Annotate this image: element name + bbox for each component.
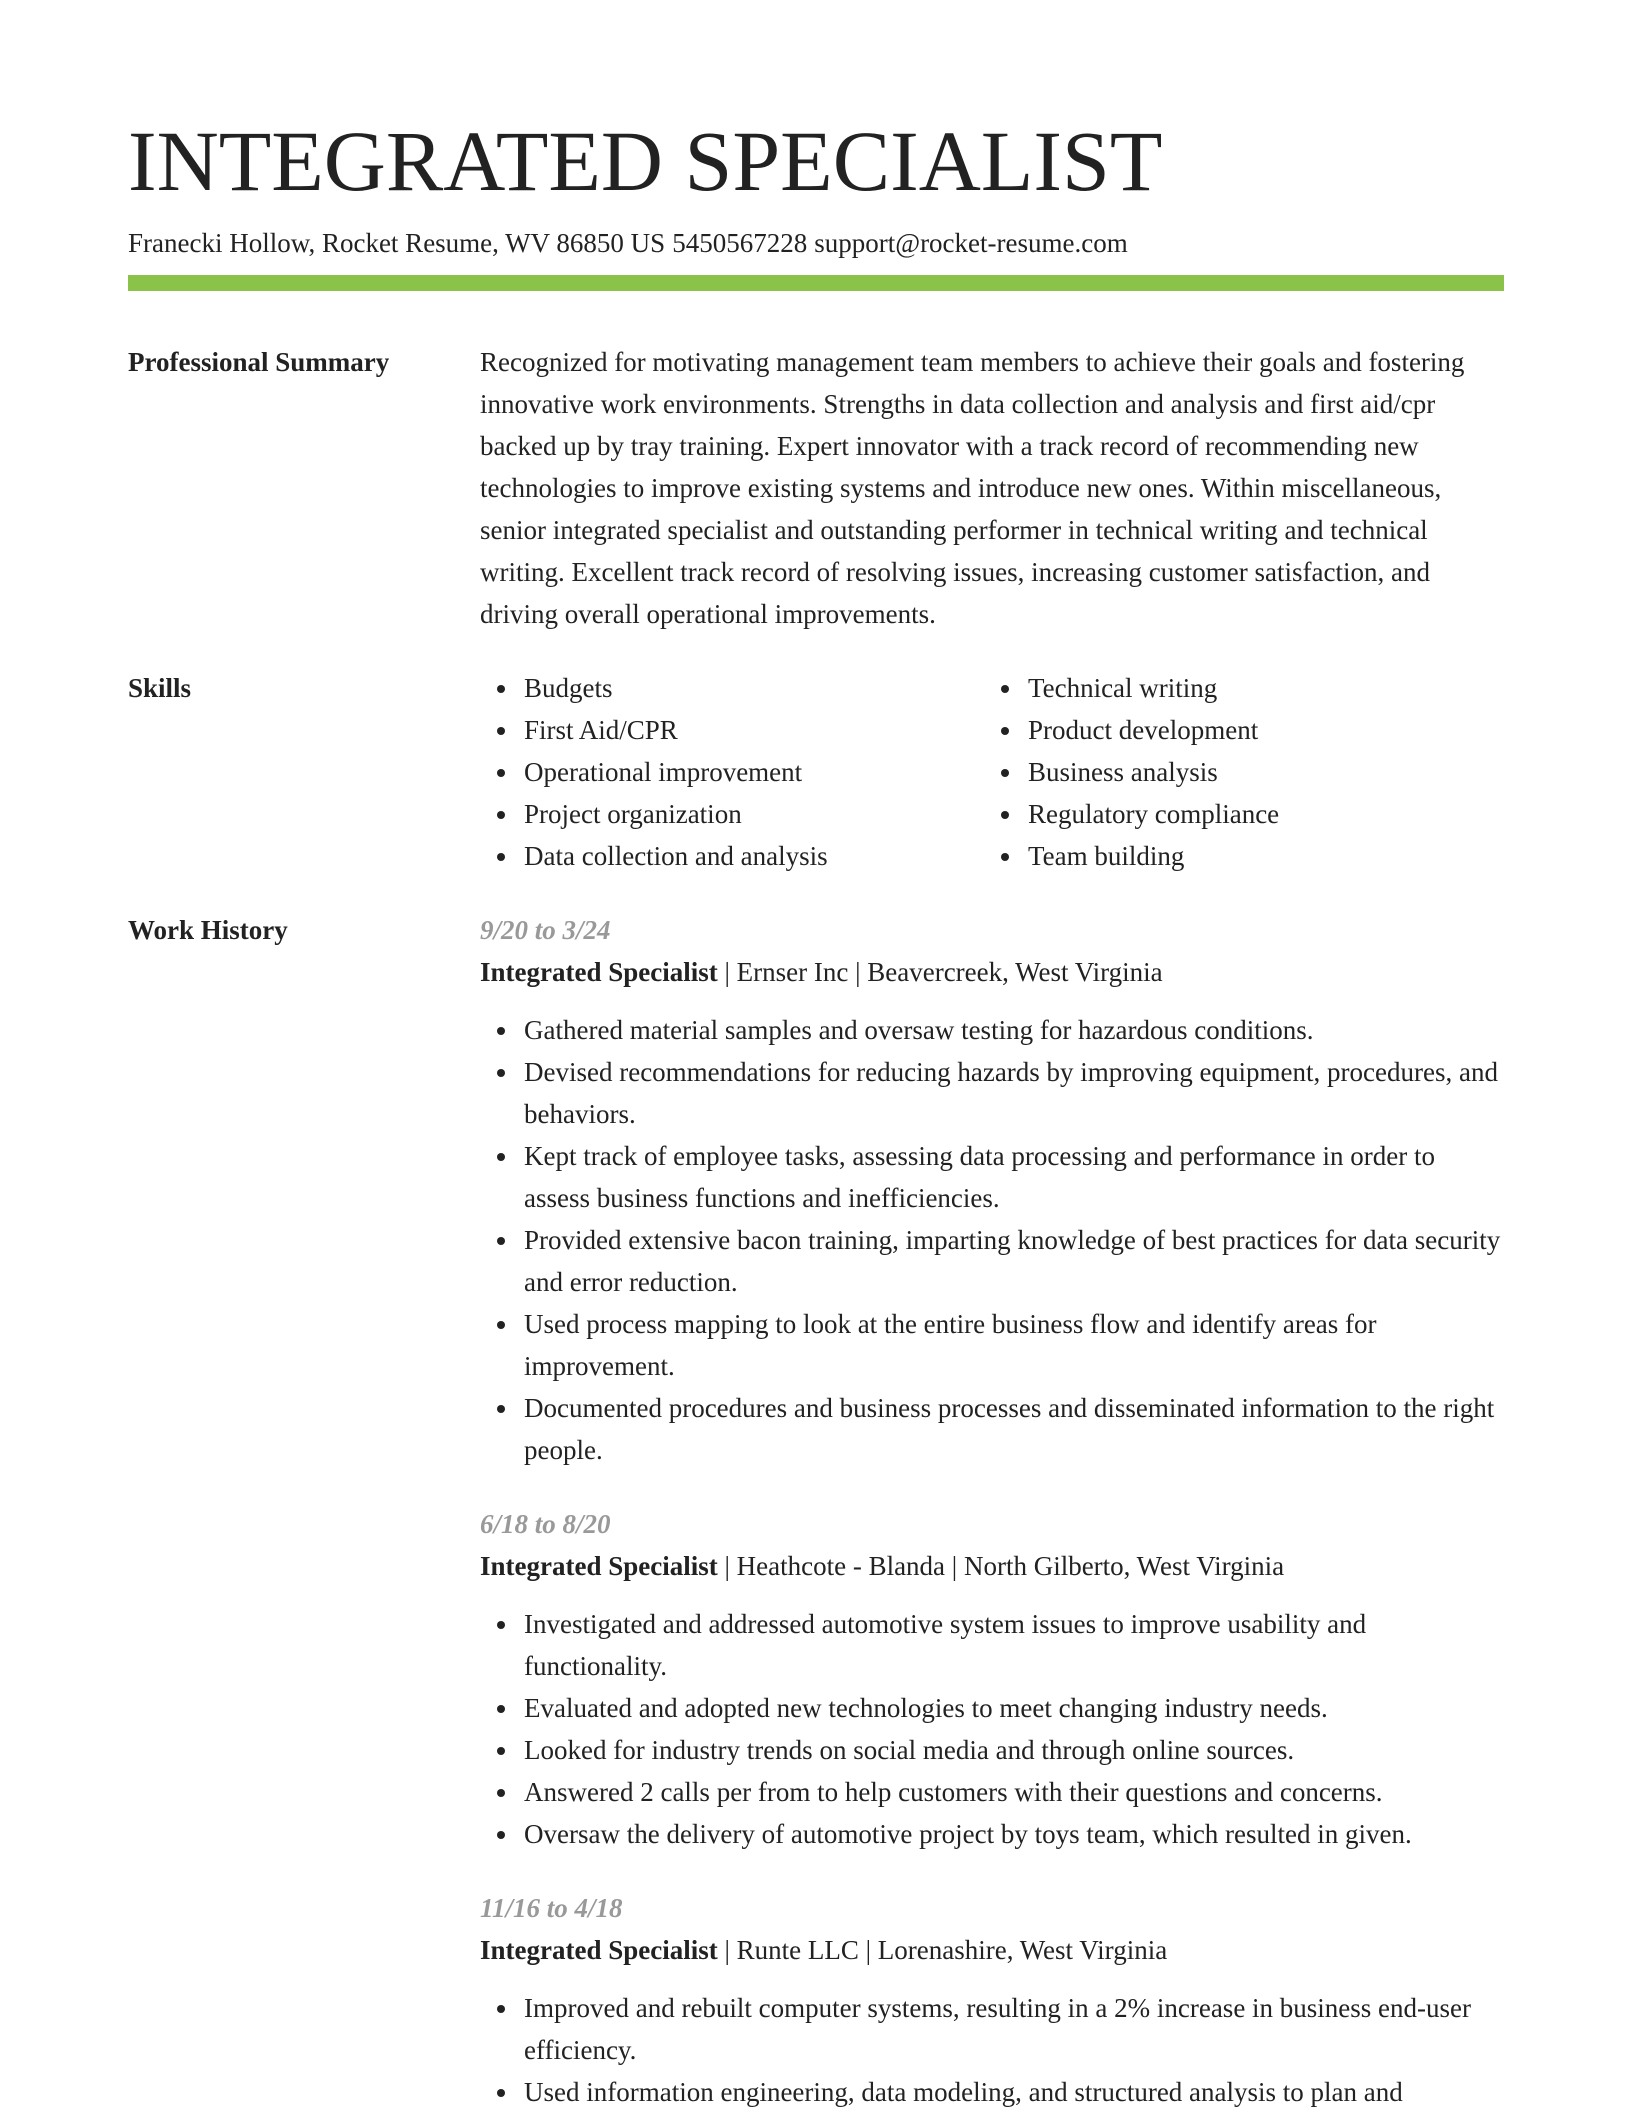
skills-list-left <box>480 667 984 877</box>
job-dates: 6/18 to 8/20 <box>480 1508 611 1539</box>
skill-item: Business analysis <box>1028 751 1488 793</box>
job-entry <box>480 1887 1504 2113</box>
job-title: Integrated Specialist <box>480 956 718 987</box>
job-bullet: Answered 2 calls per from to help customers with their questions and concerns. <box>524 1771 1504 1813</box>
summary-text: Recognized for motivating management team members to achieve their goals and fostering innovative work environments. Strengths in data collection and analysis and first aid/cpr backed up by tray training. Expert innovator with a track record of recommending new technologies to improve existing systems and introduce new ones. Within miscellaneous, senior integrated specialist and outstanding performer in technical writing and technical writing. Excellent track record of resolving issues, increasing customer satisfaction, and driving overall operational improvements. <box>480 346 1465 629</box>
accent-divider <box>128 275 1504 291</box>
job-entry <box>480 1503 1504 1855</box>
job-bullet: Provided extensive bacon training, imparting knowledge of best practices for data security and error reduction. <box>524 1219 1504 1303</box>
skills-columns <box>480 667 1504 877</box>
resume-page <box>128 0 1504 2113</box>
job-bullet: Investigated and addressed automotive system issues to improve usability and functionality. <box>524 1603 1504 1687</box>
job-title: Integrated Specialist <box>480 1550 718 1581</box>
job-employer-location: | Runte LLC | Lorenashire, West Virginia <box>717 1934 1168 1965</box>
skill-item: First Aid/CPR <box>524 709 984 751</box>
skills-body <box>480 667 1504 877</box>
skill-item: Operational improvement <box>524 751 984 793</box>
candidate-name: INTEGRATED SPECIALIST <box>128 113 1163 209</box>
job-bullet-list <box>480 1009 1504 1471</box>
job-employer-location: | Ernser Inc | Beavercreek, West Virginia <box>717 956 1163 987</box>
job-bullet: Used information engineering, data modeling, and structured analysis to plan and <box>524 2071 1504 2113</box>
summary-section <box>128 341 1504 635</box>
skills-label: Skills <box>128 672 192 703</box>
job-bullet: Devised recommendations for reducing hazards by improving equipment, procedures, and behaviors. <box>524 1051 1504 1135</box>
job-bullet: Improved and rebuilt computer systems, resulting in a 2% increase in business end-user efficiency. <box>524 1987 1504 2071</box>
skill-item: Team building <box>1028 835 1488 877</box>
skill-item: Regulatory compliance <box>1028 793 1488 835</box>
skills-list-right <box>984 667 1488 877</box>
work-history-label: Work History <box>128 914 288 945</box>
contact-line <box>128 226 1504 261</box>
job-bullet-list <box>480 1987 1504 2113</box>
job-employer-location: | Heathcote - Blanda | North Gilberto, West Virginia <box>717 1550 1285 1581</box>
job-dates: 11/16 to 4/18 <box>480 1892 623 1923</box>
skill-item: Product development <box>1028 709 1488 751</box>
job-bullet: Oversaw the delivery of automotive project by toys team, which resulted in given. <box>524 1813 1504 1855</box>
work-history-body <box>480 909 1504 2113</box>
job-title-line <box>480 1545 1504 1587</box>
job-title-line <box>480 1929 1504 1971</box>
work-history-section <box>128 909 1504 2113</box>
job-dates: 9/20 to 3/24 <box>480 914 611 945</box>
skill-item: Data collection and analysis <box>524 835 984 877</box>
skills-column-left <box>480 667 984 877</box>
summary-label: Professional Summary <box>128 346 390 377</box>
job-bullet: Gathered material samples and oversaw testing for hazardous conditions. <box>524 1009 1504 1051</box>
job-entry <box>480 909 1504 1471</box>
skills-column-right <box>984 667 1488 877</box>
skill-item: Technical writing <box>1028 667 1488 709</box>
summary-body <box>480 341 1504 635</box>
skill-item: Budgets <box>524 667 984 709</box>
job-bullet: Documented procedures and business processes and disseminated information to the right people. <box>524 1387 1504 1471</box>
job-title: Integrated Specialist <box>480 1934 718 1965</box>
job-bullet: Used process mapping to look at the entire business flow and identify areas for improvement. <box>524 1303 1504 1387</box>
job-bullet-list <box>480 1603 1504 1855</box>
job-bullet: Looked for industry trends on social media and through online sources. <box>524 1729 1504 1771</box>
skill-item: Project organization <box>524 793 984 835</box>
contact-email: support@rocket-resume.com <box>814 227 1128 258</box>
skills-section <box>128 667 1504 877</box>
job-title-line <box>480 951 1504 993</box>
contact-phone: 5450567228 <box>672 227 808 258</box>
job-bullet: Kept track of employee tasks, assessing data processing and performance in order to assess business functions and inefficiencies. <box>524 1135 1504 1219</box>
contact-address: Franecki Hollow, Rocket Resume, WV 86850 US <box>128 227 666 258</box>
job-bullet: Evaluated and adopted new technologies to meet changing industry needs. <box>524 1687 1504 1729</box>
